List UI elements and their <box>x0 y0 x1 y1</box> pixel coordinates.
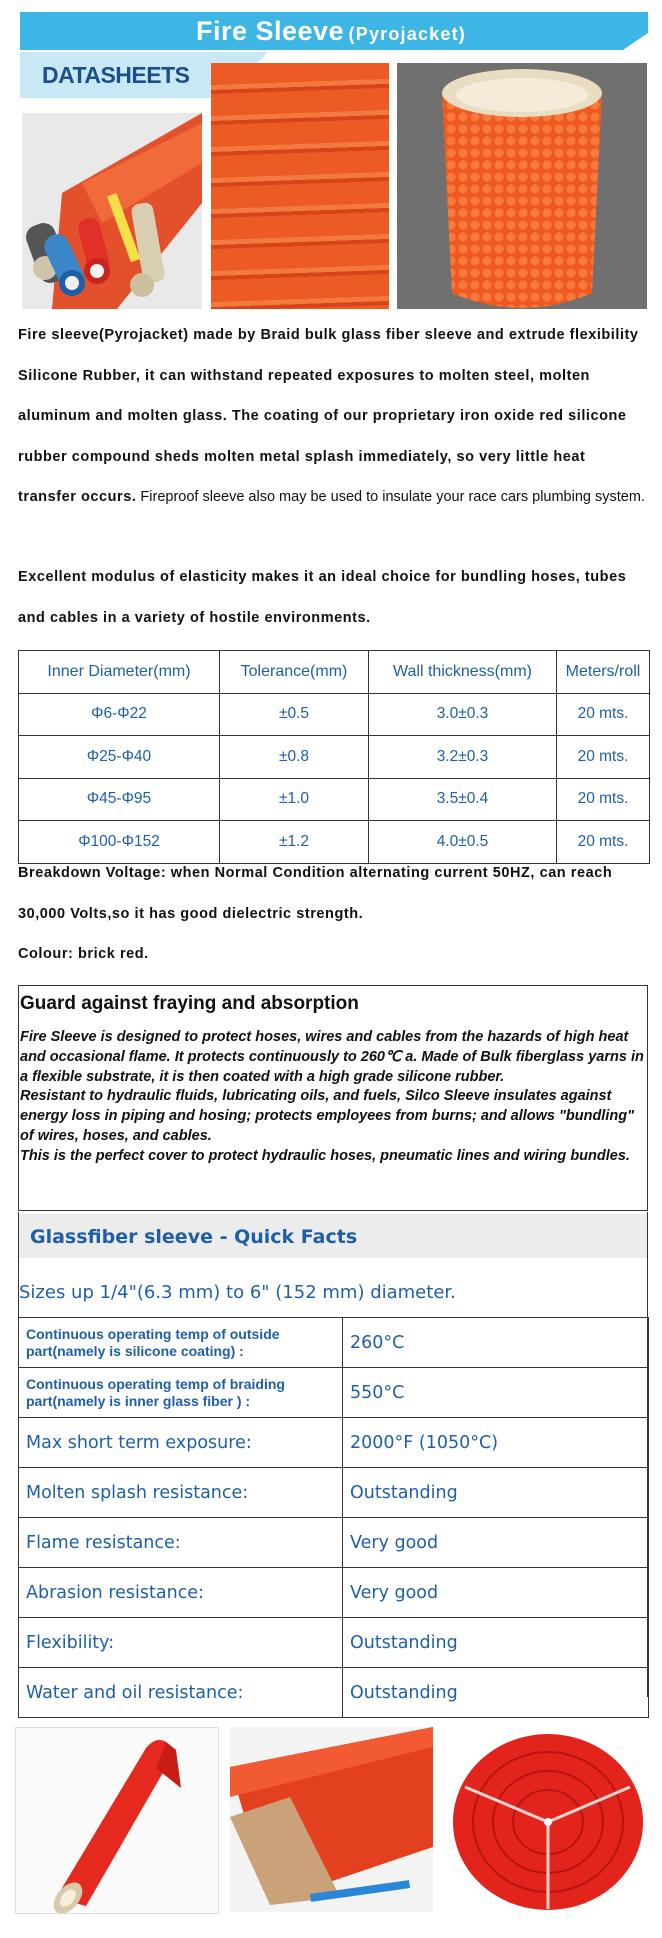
guard-paragraph-2: Resistant to hydraulic fluids, lubricating oils, and fuels, Silco Sleeve insulates against energy loss in piping and hosing; protects employees from burns; and allows "bundling" of wires, hoses, and cables. <box>20 1088 634 1144</box>
table-row <box>19 1518 649 1568</box>
cell-meters-roll: 20 mts. <box>557 693 650 736</box>
cell-tolerance: ±1.2 <box>220 821 369 864</box>
guard-paragraph-3: This is the perfect cover to protect hydraulic hoses, pneumatic lines and wiring bundles. <box>20 1147 630 1164</box>
product-photo-flat-sleeve <box>230 1727 433 1912</box>
intro-paragraph <box>18 315 648 518</box>
fact-value: 550°C <box>343 1368 649 1418</box>
table-row <box>19 736 650 779</box>
guard-paragraph-1: Fire Sleeve is designed to protect hoses, wires and cables from the hazards of high heat and occasional flame. It protects continuously to 260℃ a. Made of Bulk fiberglass yarns in a flexible substrate, it is then coated with a high grade silicone rubber. <box>20 1029 644 1085</box>
quick-facts-table <box>18 1317 649 1718</box>
fact-value: 260°C <box>343 1318 649 1368</box>
cell-inner-diameter: Φ6-Φ22 <box>19 693 220 736</box>
table-row <box>19 1418 649 1468</box>
fact-label: Abrasion resistance: <box>19 1568 343 1618</box>
spec-table <box>18 650 650 864</box>
breakdown-voltage-text: Breakdown Voltage: when Normal Condition alternating current 50HZ, can reach 30,000 Volts,so it has good dielectric strength. <box>18 865 613 922</box>
cell-inner-diameter: Φ25-Φ40 <box>19 736 220 779</box>
product-photo-rolled-sleeve <box>15 1727 219 1914</box>
guard-title: Guard against fraying and absorption <box>20 993 359 1014</box>
fact-value: Outstanding <box>343 1618 649 1668</box>
cell-tolerance: ±0.8 <box>220 736 369 779</box>
title-sub: (Pyrojacket) <box>348 24 466 44</box>
fact-label: Water and oil resistance: <box>19 1668 343 1718</box>
colour-text: Colour: brick red. <box>18 946 149 962</box>
fact-value: 2000°F (1050°C) <box>343 1418 649 1468</box>
quick-facts-sizes: Sizes up 1/4"(6.3 mm) to 6" (152 mm) diameter. <box>19 1282 456 1303</box>
product-photo-coil-sleeve <box>445 1727 648 1912</box>
guard-body <box>20 1028 648 1167</box>
fact-label: Molten splash resistance: <box>19 1468 343 1518</box>
fact-value: Very good <box>343 1518 649 1568</box>
table-row <box>19 1368 649 1418</box>
header-wall-thickness: Wall thickness(mm) <box>369 651 557 694</box>
table-row <box>19 1668 649 1718</box>
table-row <box>19 1568 649 1618</box>
cell-meters-roll: 20 mts. <box>557 821 650 864</box>
title-main: Fire Sleeve <box>196 16 345 46</box>
cell-tolerance: ±1.0 <box>220 778 369 821</box>
cell-wall-thickness: 3.5±0.4 <box>369 778 557 821</box>
fact-label: Flexibility: <box>19 1618 343 1668</box>
product-photo-coiled-sleeve <box>211 63 389 309</box>
intro-bold: Fire sleeve(Pyrojacket) made by Braid bulk glass fiber sleeve and extrude flexibility Silicone Rubber, it can withstand repeated exposures to molten steel, molten aluminum and molten glass. The coating of our proprietary iron oxide red silicone rubber compound sheds molten metal splash immediately, so very little heat transfer occurs. <box>18 327 639 505</box>
cell-meters-roll: 20 mts. <box>557 736 650 779</box>
datasheets-label: DATASHEETS <box>42 62 190 88</box>
fact-value: Outstanding <box>343 1468 649 1518</box>
product-photo-assorted-sleeves <box>22 113 202 309</box>
table-row <box>19 1318 649 1368</box>
cell-tolerance: ±0.5 <box>220 693 369 736</box>
fact-value: Outstanding <box>343 1668 649 1718</box>
fact-label: Continuous operating temp of outside part(namely is silicone coating) : <box>19 1318 343 1368</box>
fact-label: Flame resistance: <box>19 1518 343 1568</box>
cell-meters-roll: 20 mts. <box>557 778 650 821</box>
product-photo-sleeve-closeup <box>397 63 647 309</box>
cell-wall-thickness: 3.2±0.3 <box>369 736 557 779</box>
fact-value: Very good <box>343 1568 649 1618</box>
table-row <box>19 778 650 821</box>
fact-label: Max short term exposure: <box>19 1418 343 1468</box>
table-row <box>19 1468 649 1518</box>
intro-normal: Fireproof sleeve also may be used to insulate your race cars plumbing system. <box>136 489 645 505</box>
header-inner-diameter: Inner Diameter(mm) <box>19 651 220 694</box>
elasticity-paragraph: Excellent modulus of elasticity makes it an ideal choice for bundling hoses, tubes and cables in a variety of hostile environments. <box>18 569 627 626</box>
table-header-row <box>19 651 650 694</box>
quick-facts-title: Glassfiber sleeve - Quick Facts <box>30 1226 358 1248</box>
page-title <box>0 12 662 50</box>
header-meters-roll: Meters/roll <box>557 651 650 694</box>
fact-label: Continuous operating temp of braiding part(namely is inner glass fiber ) : <box>19 1368 343 1418</box>
cell-inner-diameter: Φ45-Φ95 <box>19 778 220 821</box>
table-row <box>19 1618 649 1668</box>
cell-wall-thickness: 4.0±0.5 <box>369 821 557 864</box>
table-row <box>19 693 650 736</box>
cell-inner-diameter: Φ100-Φ152 <box>19 821 220 864</box>
cell-wall-thickness: 3.0±0.3 <box>369 693 557 736</box>
header-tolerance: Tolerance(mm) <box>220 651 369 694</box>
